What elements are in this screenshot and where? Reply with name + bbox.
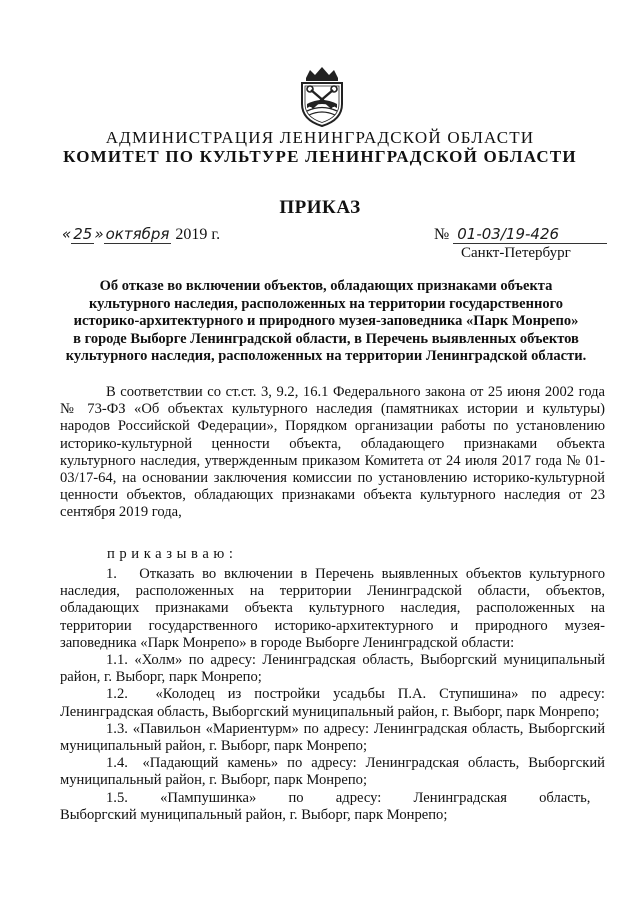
- order-keyword: приказываю:: [107, 546, 238, 562]
- order-item: 1. Отказать во включении в Перечень выявленных объектов культурного наследия, расположенных на территории Ленинградской области, объектов, обладающих признаками объекта культурного наследия, расположенных на территории государственного историко-архитектурного и природного музея-заповедника «Парк Монрепо» в городе Выборге Ленинградской области:: [60, 566, 605, 651]
- committee-name: КОМИТЕТ ПО КУЛЬТУРЕ ЛЕНИНГРАДСКОЙ ОБЛАСТИ: [63, 147, 577, 166]
- subject-line: культурного наследия, расположенных на территории государственного: [88, 295, 564, 312]
- preamble: [60, 384, 605, 522]
- date-year: 2019 г.: [175, 226, 221, 243]
- date-open-quote: «: [62, 225, 72, 243]
- order-item: 1.5. «Пампушинка» по адресу: Ленинградская область, Выборгский муниципальный район, г. Выборг, парк Монрепо;: [60, 789, 605, 823]
- number-value: 01-03/19-426: [453, 225, 607, 244]
- order-items: [60, 566, 605, 824]
- number-prefix: №: [434, 226, 450, 243]
- order-item: 1.2. «Колодец из постройки усадьбы П.А. Ступишина» по адресу: Ленинградская область, Выборгский муниципальный район, г. Выборг, парк Монрепо;: [60, 686, 605, 720]
- organization-name: АДМИНИСТРАЦИЯ ЛЕНИНГРАДСКОЙ ОБЛАСТИ: [105, 128, 535, 147]
- subject-line: Об отказе во включении объектов, обладающих признаками объекта: [99, 278, 553, 294]
- document-subject: [40, 278, 612, 366]
- order-item: 1.1. «Холм» по адресу: Ленинградская область, Выборгский муниципальный район, г. Выборг, парк Монрепо;: [60, 652, 605, 686]
- subject-line: культурного наследия, расположенных на территории Ленинградской области.: [65, 348, 587, 365]
- subject-line: в городе Выборге Ленинградской области, в Перечень выявленных объектов: [73, 330, 579, 347]
- subject-line: историко-архитектурного и природного музея-заповедника «Парк Монрепо»: [73, 313, 579, 330]
- date-close-quote: »: [94, 225, 104, 243]
- document-city: Санкт-Петербург: [461, 245, 571, 261]
- document-number: [434, 225, 607, 244]
- date-day: 25: [73, 225, 93, 243]
- order-item: 1.3. «Павильон «Мариентурм» по адресу: Ленинградская область, Выборгский муниципальный район, г. Выборг, парк Монрепо;: [60, 720, 605, 755]
- order-item: 1.4. «Падающий камень» по адресу: Ленинградская область, Выборгский муниципальный район, г. Выборг, парк Монрепо;: [60, 755, 605, 789]
- document-title: ПРИКАЗ: [279, 197, 361, 218]
- document-date: [62, 225, 220, 244]
- coat-of-arms-icon: [296, 64, 348, 128]
- date-month: октября: [105, 225, 170, 243]
- preamble-text: В соответствии со ст.ст. 3, 9.2, 16.1 Федерального закона от 25 июня 2002 года № 73-ФЗ «Об объектах культурного наследия (памятниках истории и культуры) народов Российской Федерации», Порядком организации работы по установлению историко-культурной ценности объекта, обладающего признаками объекта культурного наследия, утвержденным приказом Комитета от 24 июля 2017 года № 01-03/17-64, на основании заключения комиссии по установлению историко-культурной ценности объектов, обладающих признаками объекта культурного наследия от 23 сентября 2019 года,: [60, 384, 605, 521]
